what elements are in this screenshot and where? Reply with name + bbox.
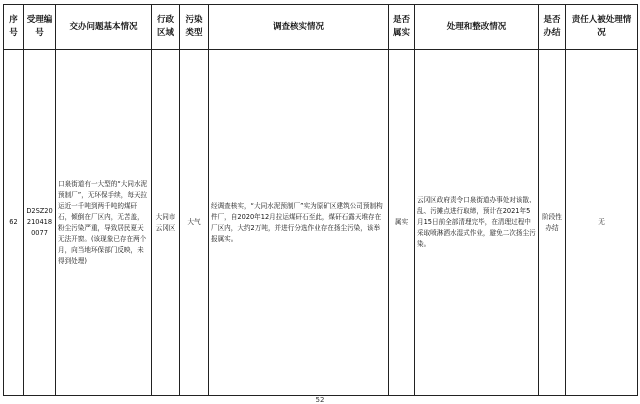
cell-district: 大同市云冈区	[152, 50, 180, 396]
cell-closed: 阶段性办结	[539, 50, 566, 396]
header-accountability: 责任人被处理情况	[566, 5, 638, 50]
header-handling: 处理和整改情况	[415, 5, 539, 50]
header-issue: 交办问题基本情况	[56, 5, 152, 50]
table-row	[4, 50, 638, 396]
cell-issue: 口泉街道有一大型的“大同水泥预制厂”，无环保手续，每天拉运近一千吨到两千吨的煤矸石，倾倒在厂区内，无苫盖，粉尘污染严重，导致居民夏天无法开窗。(该现象已存在两个月，向当地环保部门反映，未得到处理)	[56, 50, 152, 396]
cell-investigation: 经调查核实，“大同水泥预制厂”实为原矿区建筑公司预制构件厂，自2020年12月拉运煤矸石至此，煤矸石露天堆存在厂区内，大约2万吨，并进行分选作业存在扬尘污染，该举报属实。	[209, 50, 389, 396]
report-sheet	[3, 4, 637, 396]
complaint-table	[3, 4, 638, 396]
page-number: 52	[315, 396, 325, 404]
header-seq: 序号	[4, 5, 24, 50]
cell-handling: 云冈区政府责令口泉街道办事处对该散、乱、污摊点进行取缔，预计在2021年5月15日前全部清理完毕，在清理过程中采取喷淋洒水湿式作业，避免二次扬尘污染。	[415, 50, 539, 396]
header-closed: 是否办结	[539, 5, 566, 50]
header-district: 行政区域	[152, 5, 180, 50]
cell-case-no: D2SZ202104180077	[24, 50, 56, 396]
cell-verified: 属实	[389, 50, 415, 396]
cell-pollution-type: 大气	[180, 50, 209, 396]
header-case-no: 受理编号	[24, 5, 56, 50]
header-row	[4, 5, 638, 50]
header-verified: 是否属实	[389, 5, 415, 50]
header-pollution-type: 污染类型	[180, 5, 209, 50]
header-investigation: 调查核实情况	[209, 5, 389, 50]
cell-seq: 62	[4, 50, 24, 396]
cell-accountability: 无	[566, 50, 638, 396]
